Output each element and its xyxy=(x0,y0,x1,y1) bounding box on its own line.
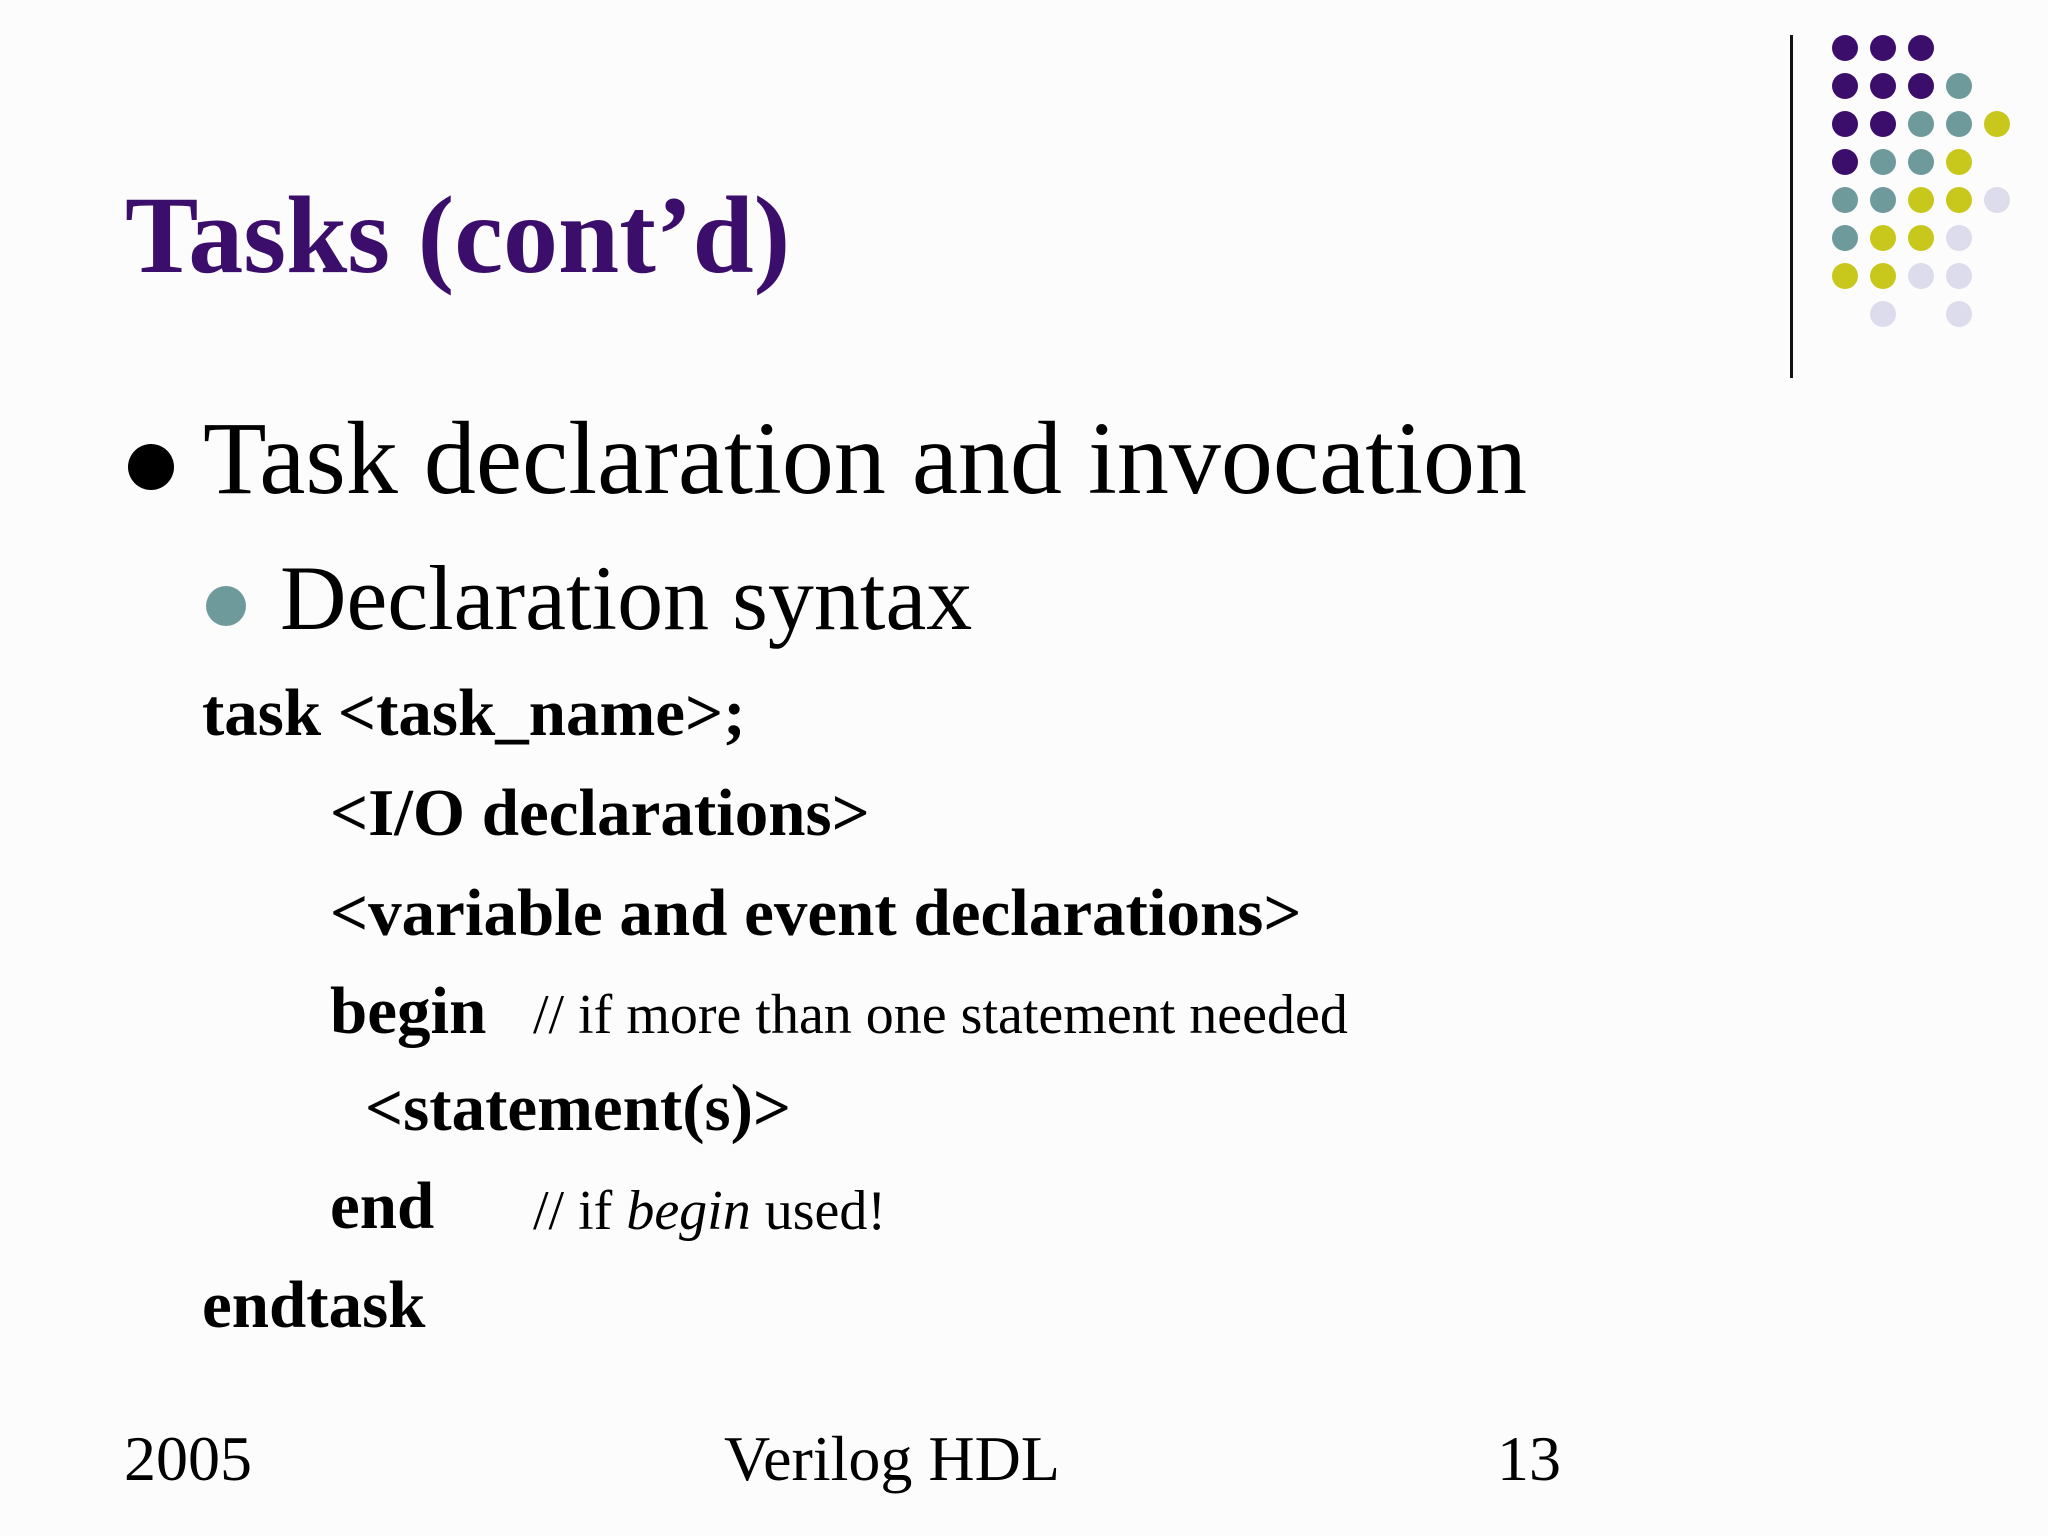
decor-dot xyxy=(1870,301,1896,327)
code-task-header: task <task_name>; xyxy=(202,676,746,750)
sub-bullet-dot-icon xyxy=(206,586,246,626)
code-line-task xyxy=(202,676,746,750)
decor-dot xyxy=(1984,187,2010,213)
decor-dot xyxy=(1946,301,1972,327)
code-variable-declarations: <variable and event declarations> xyxy=(330,876,1302,950)
decor-dot xyxy=(1832,149,1858,175)
decor-dot xyxy=(1832,73,1858,99)
decor-dot xyxy=(1908,35,1934,61)
decor-dot xyxy=(1908,263,1934,289)
decor-dot xyxy=(1870,111,1896,137)
code-line-endtask xyxy=(202,1268,426,1342)
decor-dot xyxy=(1984,111,2010,137)
decor-dot xyxy=(1832,35,1858,61)
code-end-comment xyxy=(533,1180,887,1242)
slide-title: Tasks (cont’d) xyxy=(125,174,791,296)
code-line-end xyxy=(330,1169,435,1243)
code-end-comment-pre: // if xyxy=(533,1180,627,1242)
decor-dot xyxy=(1946,187,1972,213)
code-io-declarations: <I/O declarations> xyxy=(330,776,870,850)
decor-dot xyxy=(1908,111,1934,137)
decor-dot xyxy=(1870,35,1896,61)
decor-dot xyxy=(1832,111,1858,137)
decor-dot xyxy=(1908,187,1934,213)
decor-dot xyxy=(1946,225,1972,251)
code-begin-keyword: begin xyxy=(330,974,487,1048)
decor-dot xyxy=(1832,225,1858,251)
code-line-io xyxy=(330,776,870,850)
decor-dot xyxy=(1946,263,1972,289)
decor-dot xyxy=(1832,263,1858,289)
decor-dot xyxy=(1946,73,1972,99)
decor-dot xyxy=(1870,263,1896,289)
bullet-dot-icon xyxy=(128,444,174,490)
bullet-sub-text: Declaration syntax xyxy=(280,547,973,649)
code-line-variables xyxy=(330,876,1302,950)
bullet-main-text: Task declaration and invocation xyxy=(203,401,1528,516)
decor-dot xyxy=(1870,225,1896,251)
footer-page-number: 13 xyxy=(1497,1423,1561,1494)
decor-dot xyxy=(1908,225,1934,251)
decor-dot xyxy=(1946,111,1972,137)
footer-year: 2005 xyxy=(124,1423,252,1494)
code-endtask: endtask xyxy=(202,1268,426,1342)
code-end-comment-em: begin xyxy=(626,1180,751,1242)
title-divider xyxy=(1790,35,1793,378)
code-line-statements xyxy=(365,1071,792,1145)
decor-dot xyxy=(1908,149,1934,175)
decor-dot xyxy=(1870,187,1896,213)
code-line-begin xyxy=(330,974,487,1048)
code-end-keyword: end xyxy=(330,1169,435,1243)
code-statements: <statement(s)> xyxy=(365,1071,792,1145)
decor-dot xyxy=(1946,149,1972,175)
footer-course-title: Verilog HDL xyxy=(724,1423,1060,1494)
decor-dot xyxy=(1908,73,1934,99)
decor-dot xyxy=(1832,187,1858,213)
code-begin-comment: // if more than one statement needed xyxy=(533,984,1348,1046)
decor-dot xyxy=(1870,149,1896,175)
decor-dot xyxy=(1870,73,1896,99)
code-end-comment-post: used! xyxy=(750,1180,887,1242)
